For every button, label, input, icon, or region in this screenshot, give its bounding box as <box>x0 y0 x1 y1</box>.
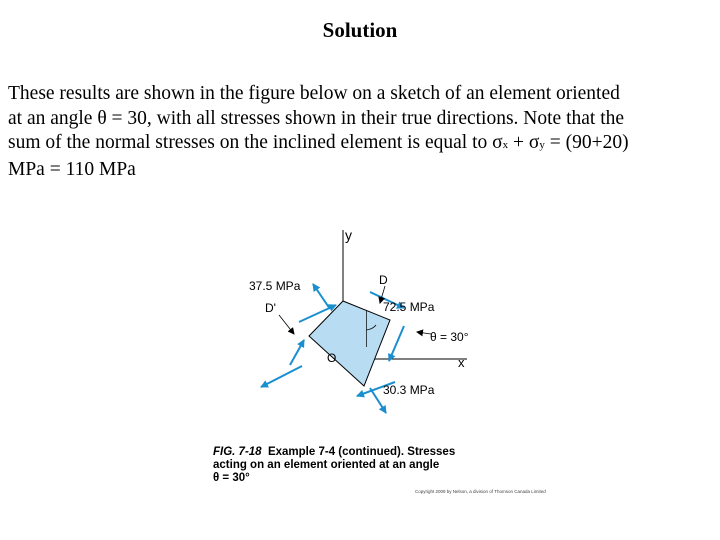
paragraph-line-3-b: + σ <box>508 132 540 153</box>
caption-line-1: Example 7-4 (continued). Stresses <box>267 446 456 458</box>
origin-label: O <box>327 351 337 365</box>
leader-angle <box>417 332 431 334</box>
rotated-element <box>309 301 390 386</box>
arrow-normal-left <box>261 366 302 387</box>
angle-label: θ = 30° <box>430 330 469 344</box>
arrow-shear-left <box>290 340 304 365</box>
stress-label-37-5: 37.5 MPa <box>249 279 301 293</box>
paragraph-line-3 <box>8 131 714 158</box>
paragraph-line-1: These results are shown in the figure below on a sketch of an element oriented <box>8 83 620 104</box>
paragraph-line-2: at an angle θ = 30, with all stresses shown in their true directions. Note that the <box>8 107 625 129</box>
stress-label-72-5: 72.5 MPa <box>383 300 435 314</box>
caption-line-2: acting on an element oriented at an angle <box>213 459 440 471</box>
paragraph-line-3-c: = (90+20) <box>544 132 629 153</box>
caption-tag: FIG. 7-18 <box>213 446 262 458</box>
caption-line-3: θ = 30° <box>213 472 250 484</box>
solution-paragraph <box>8 82 714 182</box>
stress-element-figure <box>205 222 550 507</box>
sigma-y-subscript: y <box>539 139 545 151</box>
paragraph-line-3-a: sum of the normal stresses on the inclined element is equal to σ <box>8 132 503 153</box>
point-d-prime-label: D' <box>265 301 276 315</box>
y-axis-label: y <box>345 227 352 243</box>
figure-caption <box>213 446 533 485</box>
arrow-shear-right <box>389 326 404 361</box>
arrow-normal-top-left <box>313 284 330 309</box>
stress-label-30-3: 30.3 MPa <box>383 383 435 397</box>
leader-d-prime <box>279 315 294 334</box>
copyright-notice: Copyright 2009 by Nelson, a division of Thomson Canada Limited <box>415 489 546 494</box>
sigma-x-subscript: x <box>502 139 509 151</box>
x-axis-label: x <box>458 355 465 370</box>
slide-title: Solution <box>322 18 398 42</box>
paragraph-line-4: MPa = 110 MPa <box>8 158 136 180</box>
point-d-label: D <box>379 273 388 287</box>
